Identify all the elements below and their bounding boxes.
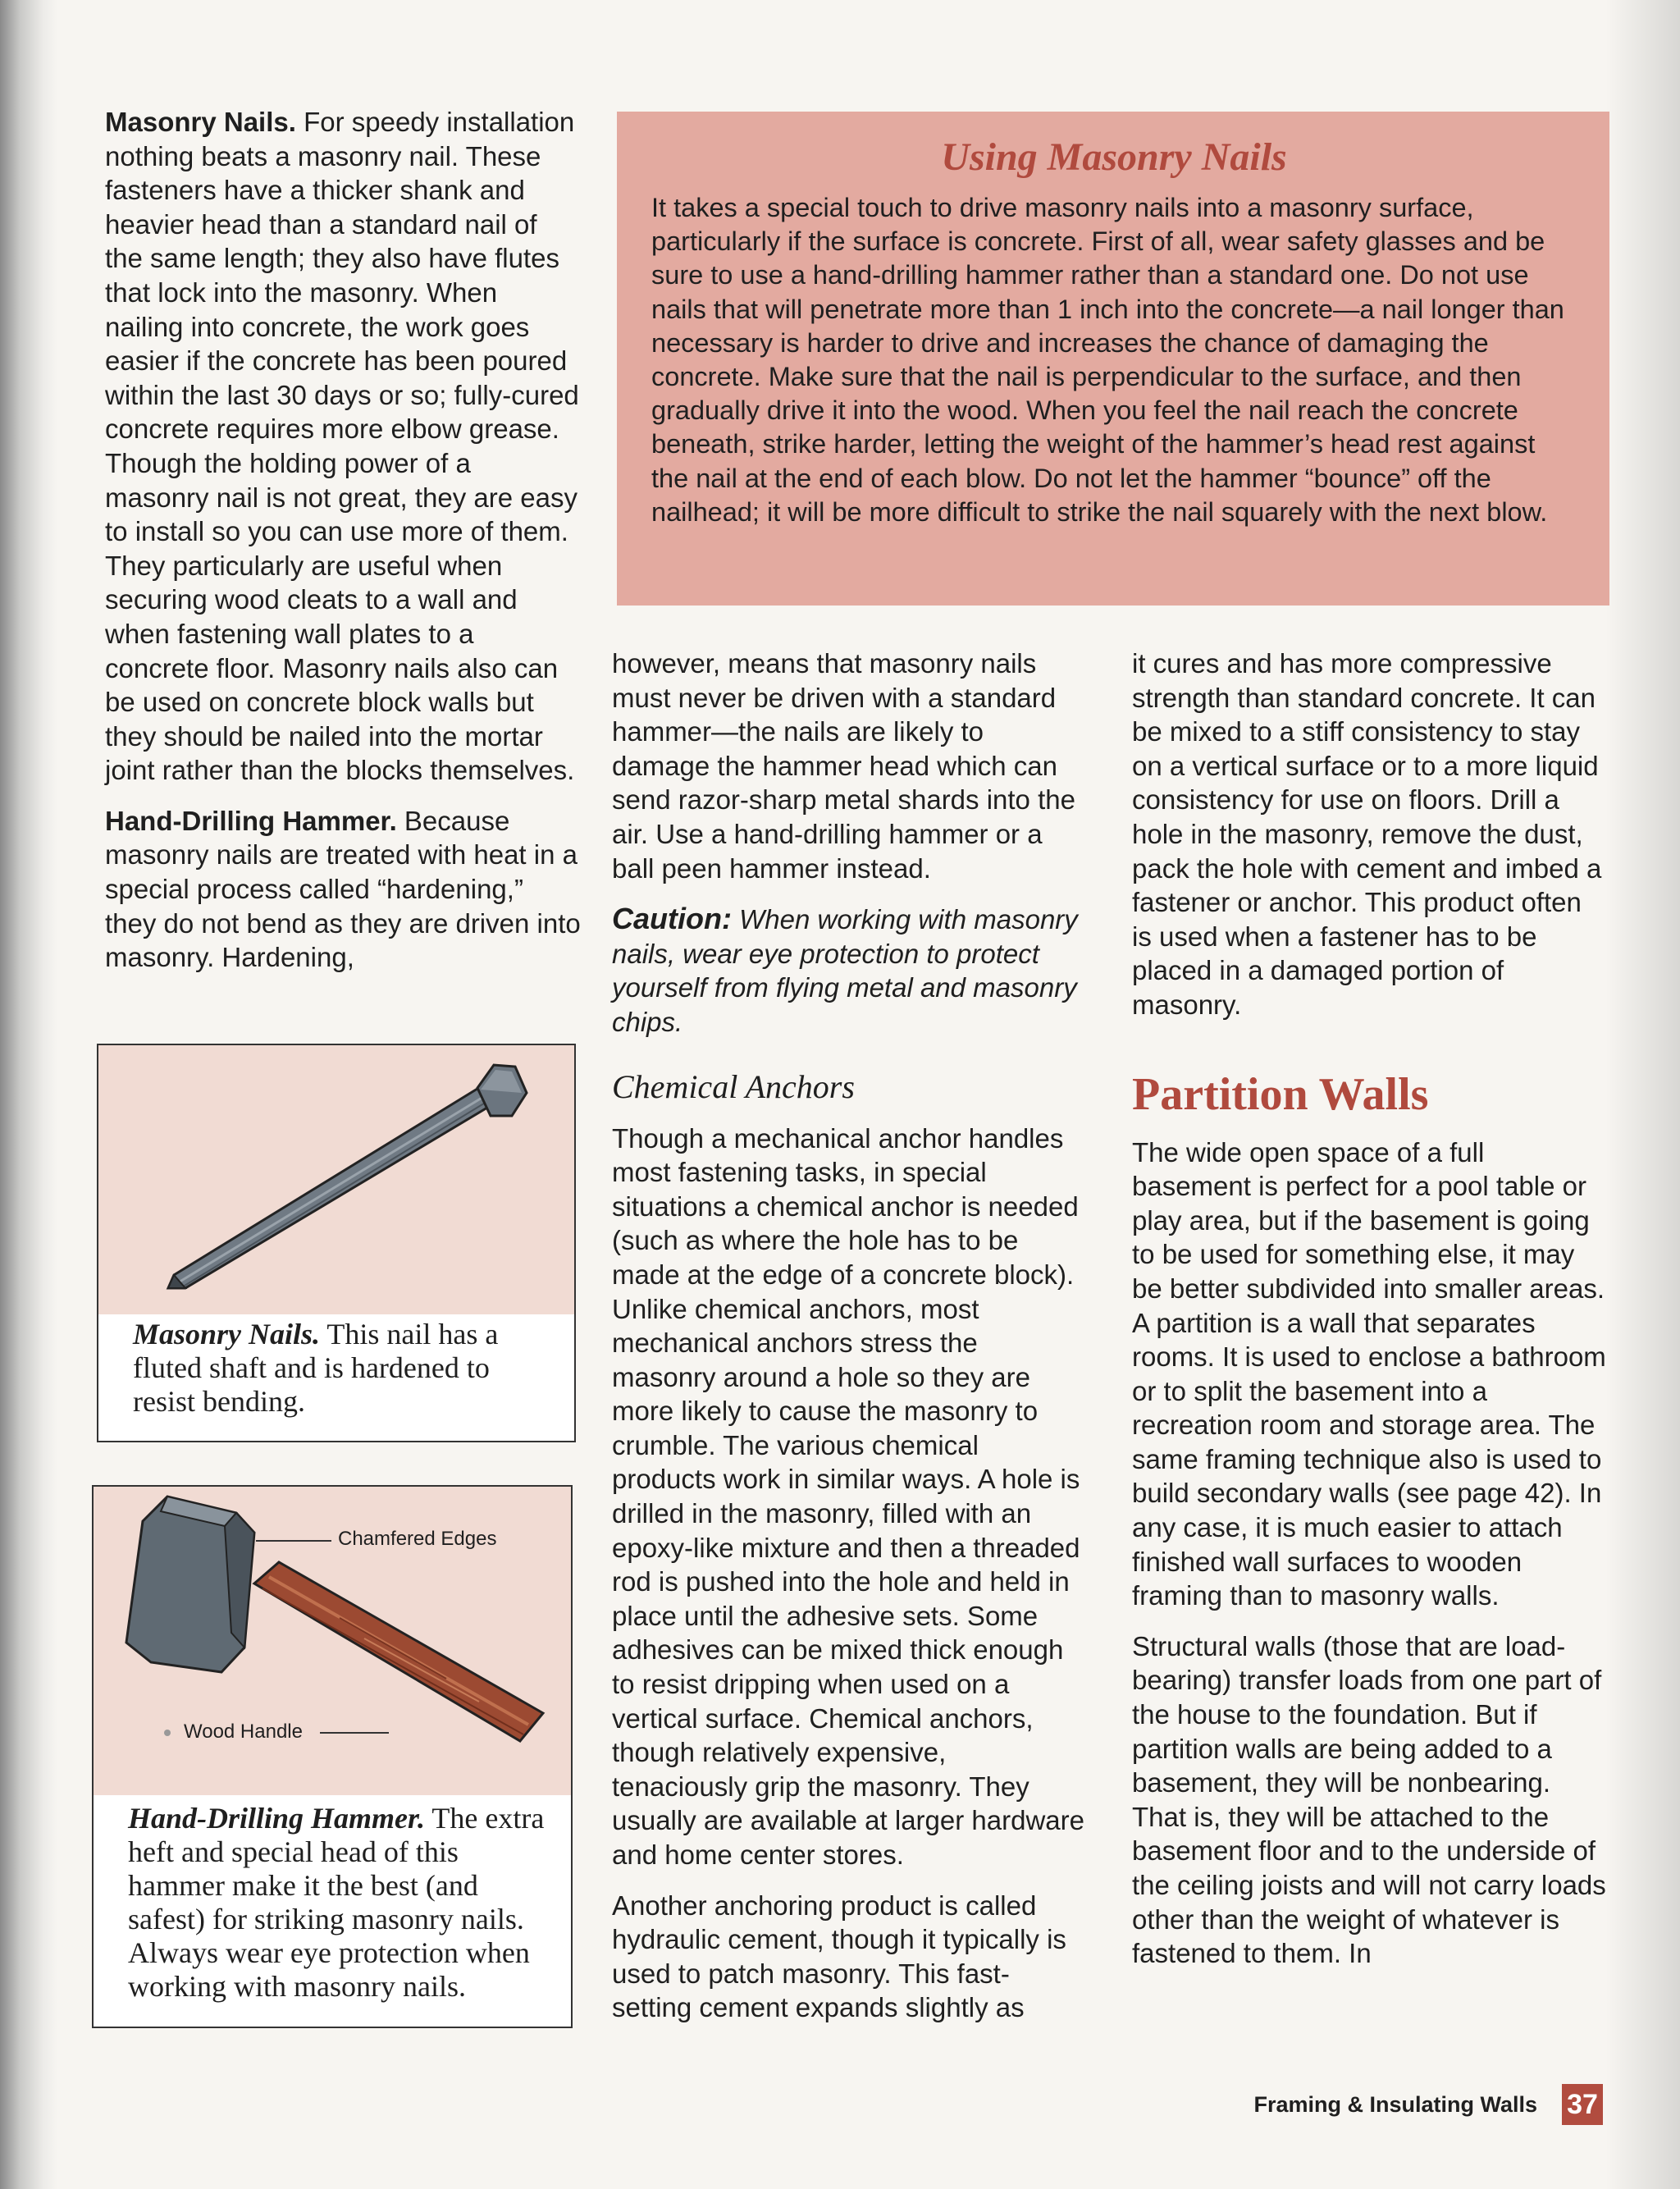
hammer-icon — [94, 1487, 571, 1795]
heading-chemical-anchors: Chemical Anchors — [612, 1067, 855, 1105]
sidebar-title: Using Masonry Nails — [941, 135, 1287, 179]
paragraph-chemical-anchors: Though a mechanical anchor handles most fastening tasks, in special situations a chemical anchor is needed (such as where the hole has to be made at the edge of a concrete block). Unlike chemical anchors, most mechanical anchors stress the masonry around a hole so they are more likely to cause the masonry to crumble. The various chemical products work in similar ways. A hole is drilled in the masonry, filled with an epoxy-like mixture and then a threaded rod is pushed into the hole and held in place until the adhesive sets. Some adhesives can be mixed thick enough to resist dripping when used on a vertical surface. Chemical anchors, though relatively expensive, tenaciously grip the masonry. They usually are available at larger hardware and home center stores. — [612, 1122, 1084, 1870]
column-3 — [1132, 647, 1608, 1987]
paragraph-hand-drilling-hammer — [105, 804, 581, 975]
paragraph-structural-walls: Structural walls (those that are load-bearing) transfer loads from one part of the house to the foundation. But if partition walls are being added to a basement, they will be nonbearing. That is, they will be attached to the basement floor and to the underside of the ceiling joists and will not carry loads other than the weight of whatever is fastened to them. In — [1132, 1630, 1606, 1969]
heading-partition-walls: Partition Walls — [1132, 1068, 1429, 1120]
footer-section-title: Framing & Insulating Walls — [1253, 2091, 1537, 2117]
page-number: 37 — [1562, 2084, 1603, 2125]
sidebar-using-masonry-nails — [617, 112, 1609, 606]
column-1 — [105, 105, 581, 991]
hammer-illustration — [94, 1487, 571, 1795]
lead-hand-drilling-hammer: Hand-Drilling Hammer. — [105, 805, 397, 836]
page-edge-shade — [1606, 0, 1680, 2189]
label-chamfered-edges: Chamfered Edges — [338, 1528, 497, 1550]
paragraph-caution — [612, 902, 1088, 1039]
nail-icon — [98, 1045, 574, 1314]
caution-label: Caution: — [612, 902, 732, 936]
paragraph-nails-warning: however, means that masonry nails must never be driven with a standard hammer—the nails are likely to damage the hammer head which can send razor-sharp metal shards into the air. Use a hand-drilling hammer or a ball peen hammer instead. — [612, 648, 1075, 884]
caption-lead-hammer: Hand-Drilling Hammer. — [128, 1802, 426, 1835]
paragraph-masonry-nails — [105, 105, 581, 788]
page-footer — [1253, 2084, 1603, 2125]
body-hand-drilling-hammer: Because masonry nails are treated with heat in a special process called “hardening,” they do not bend as they are driven into masonry. Hardening, — [105, 805, 581, 973]
sidebar-body: It takes a special touch to drive masonry nails into a masonry surface, particularly if the surface is concrete. First of all, wear safety glasses and be sure to use a hand-drilling hammer rather than a standard one. Do not use nails that will penetrate more than 1 inch into the concrete—a nail longer than necessary is harder to drive and increases the chance of damaging the concrete. Make sure that the nail is perpendicular to the surface, and then gradually drive it into the wood. When you feel the nail reach the concrete beneath, strike harder, letting the weight of the hammer’s head rest against the nail at the end of each blow. Do not let the hammer “bounce” off the nailhead; it will be more difficult to strike the nail squarely with the next blow. — [651, 193, 1564, 527]
paragraph-hydraulic-cement: Another anchoring product is called hydraulic cement, though it typically is used to patch masonry. This fast-setting cement expands slightly as — [612, 1890, 1066, 2023]
figure-hammer-caption — [94, 1797, 571, 2027]
masonry-nail-illustration — [98, 1045, 574, 1314]
figure-masonry-nail-caption — [98, 1318, 574, 1441]
binding-shadow — [0, 0, 57, 2189]
body-masonry-nails: For speedy installation nothing beats a masonry nail. These fasteners have a thicker shank and heavier head than a standard nail of the same length; they also have flutes that lock into the masonry. When nailing into concrete, the work goes easier if the concrete has been poured within the last 30 days or so; fully-cured concrete requires more elbow grease. Though the holding power of a masonry nail is not great, they are easy to install so you can use more of them. They particularly are useful when securing wood cleats to a wall and when fastening wall plates to a concrete floor. Masonry nails also can be used on concrete block walls but they should be nailed into the mortar joint rather than the blocks themselves. — [105, 107, 579, 786]
lead-masonry-nails: Masonry Nails. — [105, 107, 296, 137]
caution-text: When working with masonry nails, wear eye protection to protect yourself from flying metal and masonry chips. — [612, 904, 1078, 1037]
figure-masonry-nail — [97, 1044, 576, 1442]
caption-body-masonry-nails: This nail has a fluted shaft and is hardened to resist bending. — [133, 1318, 499, 1418]
paragraph-hydraulic-cement-cont: it cures and has more compressive strength than standard concrete. It can be mixed to a stiff consistency to stay on a vertical surface or to a more liquid consistency for use on floors. Drill a hole in the masonry, remove the dust, pack the hole with cement and imbed a fastener or anchor. This product often is used when a fastener has to be placed in a damaged portion of masonry. — [1132, 648, 1602, 1020]
caption-lead-masonry-nails: Masonry Nails. — [133, 1318, 321, 1350]
label-wood-handle: Wood Handle — [184, 1721, 303, 1743]
paragraph-partition-intro: The wide open space of a full basement is perfect for a pool table or play area, but if the basement is going to be used for something else, it may be better subdivided into smaller areas. A partition is a wall that separates rooms. It is used to enclose a bathroom or to split the basement into a recreation room and storage area. The same framing technique also is used to build secondary walls (see page 42). In any case, it is much easier to attach finished wall surfaces to wooden framing than to masonry walls. — [1132, 1136, 1606, 1611]
caption-body-hammer: The extra heft and special head of this hammer make it the best (and safest) for striking masonry nails. Always wear eye protection when working with masonry nails. — [128, 1802, 545, 2003]
column-2 — [612, 647, 1088, 2041]
figure-hand-drilling-hammer — [92, 1485, 573, 2028]
